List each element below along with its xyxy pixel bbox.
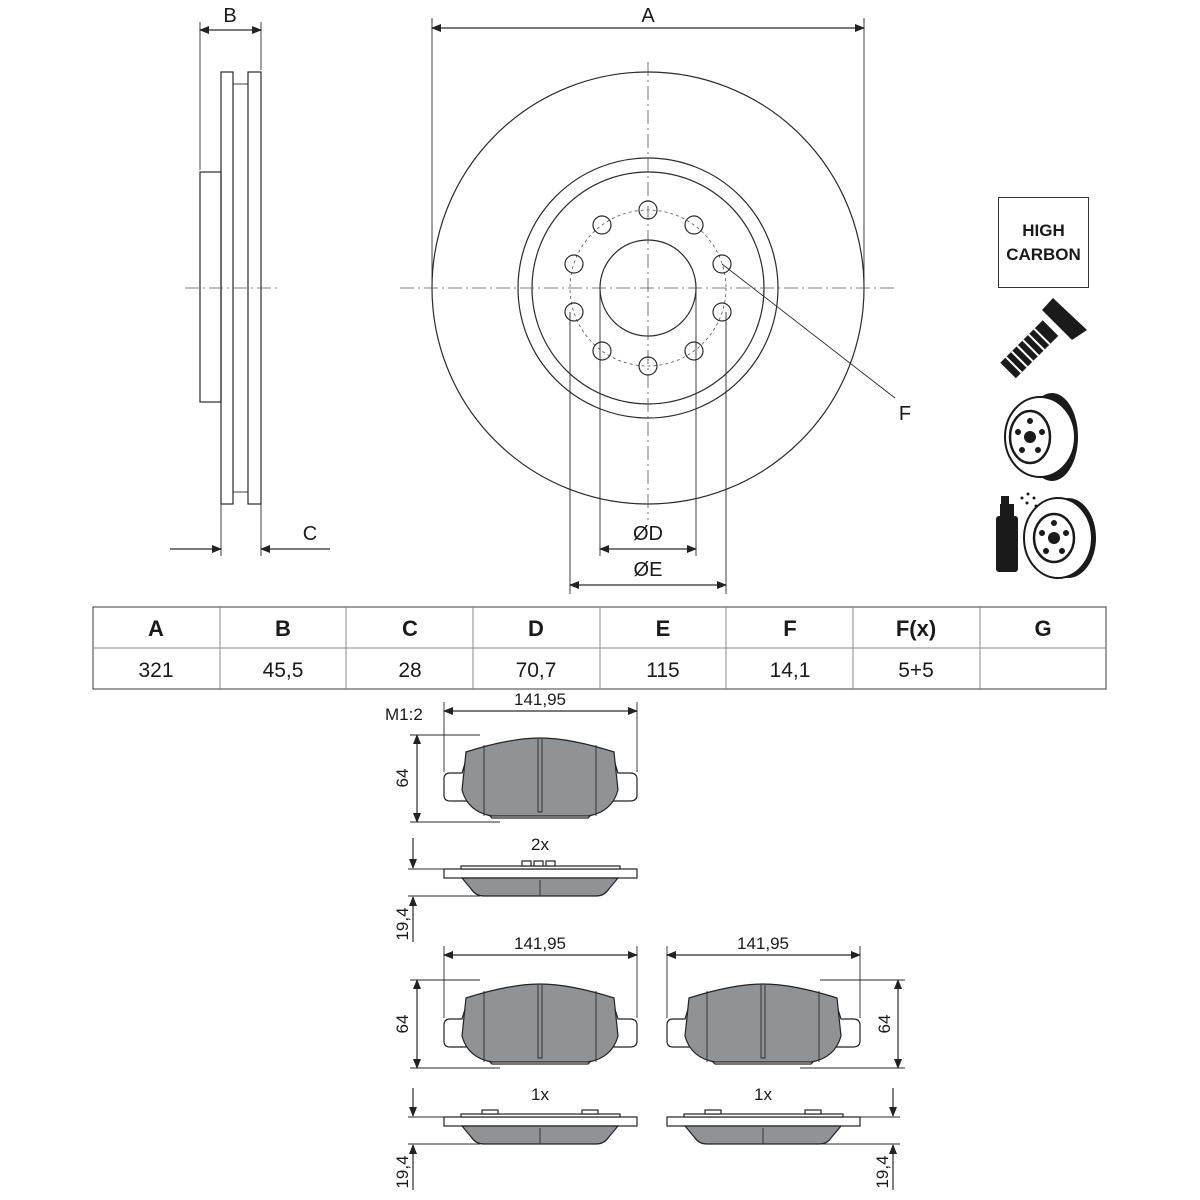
table-header: E xyxy=(655,616,671,641)
vented-disc-icon xyxy=(1005,393,1078,481)
table-header: A xyxy=(148,616,164,641)
table-header: F(x) xyxy=(895,616,937,641)
label-a: A xyxy=(641,5,655,27)
table-cell: 70,7 xyxy=(515,659,557,682)
label-f: F xyxy=(898,403,912,425)
bolt-hole xyxy=(593,216,611,234)
high-carbon-badge xyxy=(998,197,1089,288)
table-header: G xyxy=(1034,616,1052,641)
table-header: C xyxy=(402,616,418,641)
pad-height-label: 64 xyxy=(875,1014,894,1034)
label-d: ØD xyxy=(633,523,663,545)
bolt-hole xyxy=(565,255,583,273)
table-cell: 45,5 xyxy=(262,659,304,682)
table-cell: 5+5 xyxy=(898,659,934,682)
pad-height-label: 64 xyxy=(393,1014,412,1034)
pad-thickness-label: 19,4 xyxy=(393,907,412,941)
pad-count-label: 1x xyxy=(754,1085,772,1104)
table-cell: 28 xyxy=(398,659,422,682)
pad-bottom-left xyxy=(393,934,637,1190)
table-cell: 115 xyxy=(646,659,680,682)
pad-count-label: 2x xyxy=(531,835,549,854)
table-cell: 321 xyxy=(138,659,174,682)
pad-width-label: 141,95 xyxy=(514,690,566,709)
pad-thickness-label: 19,4 xyxy=(393,1155,412,1189)
pad-width-label: 141,95 xyxy=(737,934,789,953)
scale-label: M1:2 xyxy=(385,705,423,724)
pad-count-label: 1x xyxy=(531,1085,549,1104)
screw-icon xyxy=(1000,298,1087,378)
coated-disc-icon xyxy=(996,493,1096,579)
bolt-hole xyxy=(565,303,583,321)
label-c: C xyxy=(302,523,318,545)
bolt-hole xyxy=(593,342,611,360)
label-b: B xyxy=(223,5,237,27)
table-cell: 14,1 xyxy=(769,659,811,682)
table-header: B xyxy=(275,616,291,641)
badge-line-1: HIGH xyxy=(1022,220,1065,240)
disc-side-view xyxy=(170,5,330,556)
pad-bottom-right xyxy=(667,934,905,1190)
label-e: ØE xyxy=(633,559,663,581)
table-header: D xyxy=(528,616,544,641)
table-header: F xyxy=(783,616,797,641)
pad-height-label: 64 xyxy=(393,768,412,788)
disc-front-view xyxy=(400,5,911,594)
pad-thickness-label: 19,4 xyxy=(873,1155,892,1189)
badge-line-2: CARBON xyxy=(1006,244,1081,264)
pad-width-label: 141,95 xyxy=(514,934,566,953)
spec-table xyxy=(93,607,1106,689)
pad-top xyxy=(385,690,637,942)
